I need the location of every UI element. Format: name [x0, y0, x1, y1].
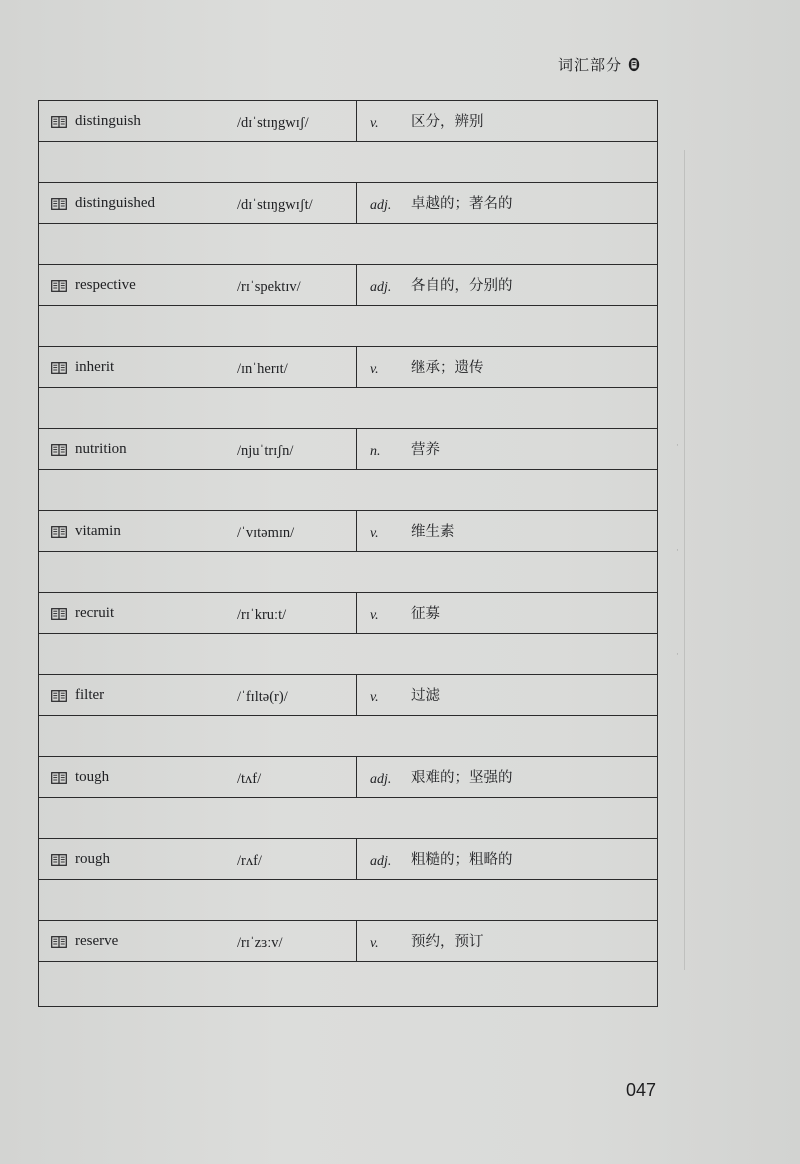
vocab-entry: [39, 675, 657, 757]
book-icon: [51, 444, 67, 456]
chinese-meaning: 粗糙的；粗略的: [411, 852, 513, 868]
part-of-speech: v.: [370, 116, 379, 131]
chinese-meaning: 卓越的；著名的: [411, 196, 513, 212]
phonetic-transcription: /rɪˈzɜːv/: [237, 935, 283, 951]
vocab-entry: [39, 757, 657, 839]
entry-header-row: [39, 101, 657, 142]
book-icon: [51, 526, 67, 538]
column-divider: [356, 429, 357, 470]
entry-header-row: [39, 265, 657, 306]
entry-header-row: [39, 839, 657, 880]
page-header: [558, 52, 640, 76]
vocab-entry: [39, 347, 657, 429]
book-icon: [51, 608, 67, 620]
vocab-entry: [39, 265, 657, 347]
vocab-word: distinguished: [75, 195, 156, 211]
part-of-speech: v.: [370, 936, 379, 951]
phonetic-transcription: /dɪˈstɪŋgwɪʃt/: [237, 197, 313, 213]
chinese-meaning: 征募: [411, 606, 440, 622]
chinese-meaning: 营养: [411, 442, 440, 458]
vocabulary-table: [38, 100, 658, 1007]
phonetic-transcription: /dɪˈstɪŋgwɪʃ/: [237, 115, 309, 131]
vocab-word: rough: [75, 851, 110, 867]
book-icon: [51, 936, 67, 948]
phonetic-transcription: /rɪˈkruːt/: [237, 607, 287, 623]
chinese-meaning: 区分，辨别: [411, 114, 484, 130]
vocab-word: inherit: [75, 359, 115, 375]
margin-mark: ·: [676, 546, 679, 556]
part-of-speech: n.: [370, 444, 381, 459]
entry-header-row: [39, 183, 657, 224]
vocab-word: filter: [75, 687, 105, 703]
vocab-entry: [39, 593, 657, 675]
phonetic-transcription: /ˈfɪltə(r)/: [237, 689, 288, 705]
book-icon: [51, 280, 67, 292]
phonetic-transcription: /ˈvɪtəmɪn/: [237, 525, 295, 541]
part-of-speech: adj.: [370, 854, 392, 869]
phonetic-transcription: /rɪˈspektɪv/: [237, 279, 301, 295]
entry-header-row: [39, 593, 657, 634]
vocab-word: recruit: [75, 605, 115, 621]
book-icon: [51, 854, 67, 866]
part-of-speech: adj.: [370, 198, 392, 213]
vocab-entry: [39, 511, 657, 593]
book-icon: [51, 772, 67, 784]
entry-header-row: [39, 347, 657, 388]
vocab-entry: [39, 839, 657, 921]
round-badge-icon: [628, 56, 640, 72]
entry-header-row: [39, 675, 657, 716]
entry-header-row: [39, 511, 657, 552]
part-of-speech: v.: [370, 690, 379, 705]
section-title: 词汇部分: [558, 55, 623, 74]
book-icon: [51, 690, 67, 702]
chinese-meaning: 继承；遗传: [411, 360, 484, 376]
entry-header-row: [39, 429, 657, 470]
book-icon: [51, 362, 67, 374]
phonetic-transcription: /rʌf/: [237, 853, 262, 869]
part-of-speech: v.: [370, 526, 379, 541]
entry-header-row: [39, 757, 657, 798]
entry-header-row: [39, 921, 657, 962]
phonetic-transcription: /ɪnˈherɪt/: [237, 361, 288, 377]
phonetic-transcription: /tʌf/: [237, 771, 262, 787]
column-divider: [356, 675, 357, 716]
column-divider: [356, 347, 357, 388]
phonetic-transcription: /njuˈtrɪʃn/: [237, 443, 294, 459]
part-of-speech: v.: [370, 362, 379, 377]
chinese-meaning: 各自的，分别的: [411, 278, 513, 294]
vocab-word: vitamin: [75, 523, 121, 539]
vocab-word: tough: [75, 769, 110, 785]
column-divider: [356, 101, 357, 142]
column-divider: [356, 511, 357, 552]
part-of-speech: v.: [370, 608, 379, 623]
column-divider: [356, 921, 357, 962]
book-icon: [51, 198, 67, 210]
vocab-entry: [39, 921, 657, 1006]
vocab-word: distinguish: [75, 113, 141, 129]
vocab-word: reserve: [75, 933, 119, 949]
column-divider: [356, 839, 357, 880]
chinese-meaning: 过滤: [411, 688, 440, 704]
show-through-line: [684, 150, 685, 970]
vocab-word: nutrition: [75, 441, 127, 457]
page-number: 047: [626, 1080, 657, 1100]
chinese-meaning: 艰难的；坚强的: [411, 770, 513, 786]
part-of-speech: adj.: [370, 280, 392, 295]
margin-mark: ·: [676, 650, 679, 660]
part-of-speech: adj.: [370, 772, 392, 787]
book-icon: [51, 116, 67, 128]
column-divider: [356, 593, 357, 634]
column-divider: [356, 265, 357, 306]
vocab-entry: [39, 101, 657, 183]
chinese-meaning: 维生素: [411, 524, 455, 540]
chinese-meaning: 预约，预订: [411, 934, 484, 950]
vocab-entry: [39, 183, 657, 265]
column-divider: [356, 757, 357, 798]
vocab-word: respective: [75, 277, 136, 293]
vocab-entry: [39, 429, 657, 511]
margin-mark: ·: [676, 441, 679, 451]
column-divider: [356, 183, 357, 224]
